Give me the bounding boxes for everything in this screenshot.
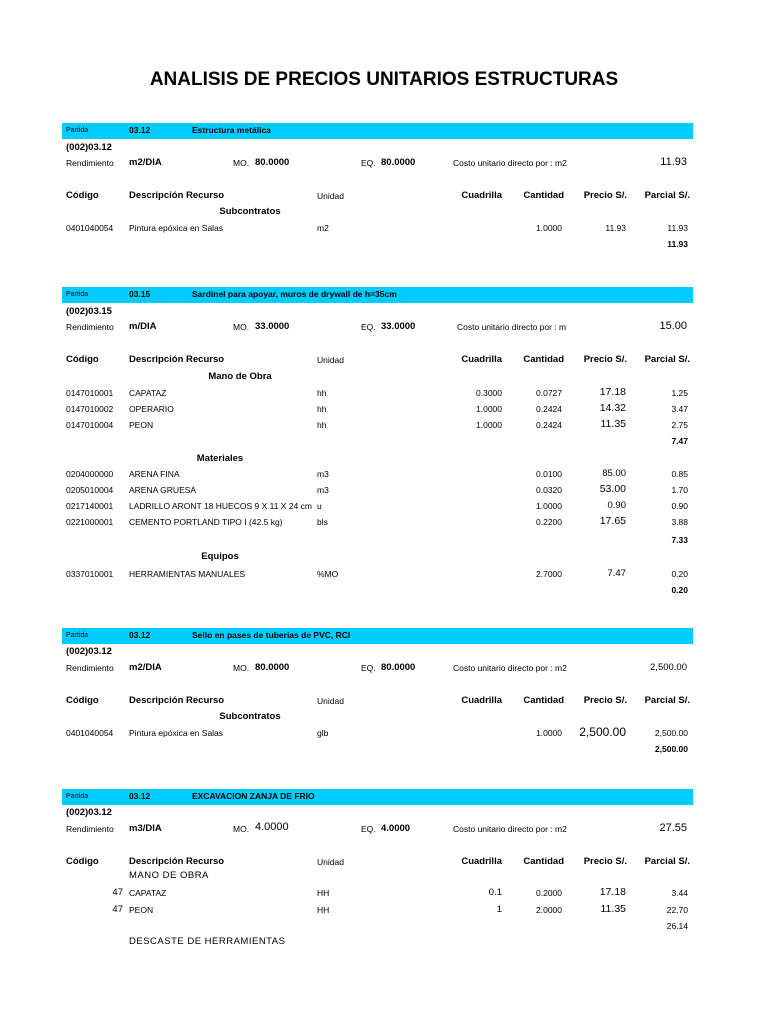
row-precio: 2,500.00 [579,725,626,739]
row-parcial: 0.90 [671,501,688,511]
partida-code: (002)03.15 [66,306,112,317]
row-cantidad: 1.0000 [536,223,562,233]
col-descripcion: Descripción Recurso [129,856,225,867]
col-unidad: Unidad [317,857,344,867]
row-descripcion: Pintura epóxica en Salas [129,223,224,233]
partida-description: EXCAVACION ZANJA DE FRIO [192,791,315,801]
row-unidad: %MO [317,569,339,579]
row-unidad: hh [317,388,327,398]
col-cantidad: Cantidad [523,354,564,365]
row-descripcion: CEMENTO PORTLAND TIPO I (42.5 kg) [129,517,283,527]
partida-description: Sardinel para apoyar, muros de drywall de h=35cm [192,289,397,299]
row-descripcion: LADRILLO ARONT 18 HUECOS 9 X 11 X 24 cm [129,501,312,511]
row-cantidad: 0.2424 [536,420,562,430]
group-subtotal: 11.93 [667,239,688,249]
col-cuadrilla: Cuadrilla [461,695,502,706]
eq-label: EQ. [361,158,376,168]
group-subtotal: 7.47 [671,436,688,446]
col-descripcion: Descripción Recurso [129,695,225,706]
eq-value: 80.0000 [381,662,416,673]
col-parcial: Parcial S/. [644,856,690,867]
row-unidad: HH [317,888,330,898]
col-cantidad: Cantidad [523,190,564,201]
row-codigo: 47 [112,904,123,915]
row-descripcion: ARENA GRUESA [129,485,197,495]
row-unidad: hh [317,404,327,414]
row-cantidad: 0.2200 [536,517,562,527]
row-unidad: m3 [317,485,329,495]
row-cuadrilla: 0.1 [488,887,502,898]
row-codigo: 0337010001 [66,569,114,579]
row-codigo: 0147010001 [66,388,114,398]
rendimiento-unit: m2/DIA [129,157,162,168]
group-heading: Materiales [196,453,244,464]
partida-label: Partida [66,632,89,639]
partida-label: Partida [66,127,89,134]
col-precio: Precio S/. [583,354,627,365]
col-codigo: Código [66,856,99,867]
row-codigo: 0221000001 [66,517,114,527]
row-cantidad: 1.0000 [536,728,562,738]
col-precio: Precio S/. [583,856,627,867]
row-parcial: 1.70 [671,485,688,495]
row-codigo: 47 [112,887,123,898]
row-parcial: 22.70 [666,905,688,915]
partida-label: Partida [66,793,89,800]
rendimiento-label: Rendimiento [66,322,114,332]
row-cantidad: 0.0100 [536,469,562,479]
group-heading: Mano de Obra [208,371,272,382]
row-cuadrilla: 0.3000 [476,388,502,398]
col-descripcion: Descripción Recurso [129,354,225,365]
row-codigo: 0401040054 [66,223,114,233]
row-cantidad: 0.2424 [536,404,562,414]
row-unidad: glb [317,728,329,738]
col-precio: Precio S/. [583,190,627,201]
row-precio: 17.18 [599,886,626,898]
row-unidad: u [317,501,322,511]
row-cuadrilla: 1 [496,904,502,915]
group-heading: MANO DE OBRA [129,870,209,881]
row-precio: 17.65 [599,515,626,527]
col-cuadrilla: Cuadrilla [461,190,502,201]
mo-value: 80.0000 [255,662,290,673]
costo-unitario-label: Costo unitario directo por : m2 [453,824,567,834]
row-unidad: m2 [317,223,329,233]
partida-label: Partida [66,291,89,298]
mo-value: 80.0000 [255,157,290,168]
row-descripcion: HERRAMIENTAS MANUALES [129,569,246,579]
row-codigo: 0217140001 [66,501,114,511]
col-unidad: Unidad [317,696,344,706]
mo-value: 4.0000 [255,821,289,833]
partida-code: (002)03.12 [66,142,112,153]
row-codigo: 0205010004 [66,485,114,495]
col-unidad: Unidad [317,191,344,201]
row-precio: 7.47 [607,568,626,579]
group-heading: Equipos [201,551,239,562]
partida-number: 03.15 [129,289,151,299]
row-descripcion: PEON [129,905,154,915]
partida-description: Sello en pases de tuberias de PVC, RCI [192,630,351,640]
costo-unitario-value: 15.00 [659,320,687,332]
partida-number: 03.12 [129,125,151,135]
row-descripcion: ARENA FINA [129,469,180,479]
eq-value: 80.0000 [381,157,416,168]
group-heading: Subcontratos [219,206,281,217]
partida-description: Estructura metálica [192,125,271,135]
rendimiento-label: Rendimiento [66,824,114,834]
row-parcial: 0.85 [671,469,688,479]
col-parcial: Parcial S/. [644,190,690,201]
partida-number: 03.12 [129,630,151,640]
row-cantidad: 2.0000 [536,905,562,915]
mo-label: MO. [233,322,250,332]
rendimiento-unit: m3/DIA [129,823,162,834]
row-parcial: 2,500.00 [654,728,688,738]
row-precio: 0.90 [607,500,626,511]
col-descripcion: Descripción Recurso [129,190,225,201]
row-parcial: 2.75 [671,420,688,430]
partida-code: (002)03.12 [66,646,112,657]
col-cuadrilla: Cuadrilla [461,354,502,365]
col-cantidad: Cantidad [523,856,564,867]
row-codigo: 0204000000 [66,469,114,479]
costo-unitario-value: 11.93 [660,156,687,168]
row-parcial: 1.25 [671,388,688,398]
row-descripcion: PEON [129,420,154,430]
col-parcial: Parcial S/. [644,695,690,706]
group-subtotal: 7.33 [671,535,688,545]
row-descripcion: OPERARIO [129,404,174,414]
row-codigo: 0147010004 [66,420,114,430]
partida-bar [62,123,693,139]
col-cuadrilla: Cuadrilla [461,856,502,867]
row-descripcion: CAPATAZ [129,888,167,898]
group-subtotal: 26.14 [666,921,688,931]
costo-unitario-value: 27.55 [659,822,687,834]
costo-unitario-label: Costo unitario directo por : m [457,322,567,332]
row-descripcion: Pintura epóxica en Salas [129,728,224,738]
mo-value: 33.0000 [255,321,290,332]
col-codigo: Código [66,190,99,201]
row-cuadrilla: 1.0000 [476,420,502,430]
row-precio: 85.00 [602,468,626,479]
eq-label: EQ. [361,663,376,673]
row-cantidad: 0.2000 [536,888,562,898]
row-parcial: 3.88 [671,517,688,527]
eq-label: EQ. [361,824,376,834]
costo-unitario-label: Costo unitario directo por : m2 [453,158,567,168]
row-precio: 14.32 [599,402,626,414]
row-cantidad: 0.0320 [536,485,562,495]
row-codigo: 0401040054 [66,728,114,738]
row-descripcion: CAPATAZ [129,388,167,398]
rendimiento-label: Rendimiento [66,158,114,168]
row-precio: 11.93 [605,223,626,233]
costo-unitario-label: Costo unitario directo por : m2 [453,663,567,673]
col-parcial: Parcial S/. [644,354,690,365]
rendimiento-unit: m/DIA [129,321,157,332]
eq-value: 4.0000 [381,823,411,834]
row-cantidad: 1.0000 [536,501,562,511]
mo-label: MO. [233,158,250,168]
rendimiento-unit: m2/DIA [129,662,162,673]
row-parcial: 3.44 [671,888,688,898]
eq-label: EQ. [361,322,376,332]
row-parcial: 3.47 [671,404,688,414]
row-precio: 11.35 [600,418,626,430]
row-unidad: bls [317,517,328,527]
row-precio: 11.35 [600,903,626,915]
col-codigo: Código [66,354,99,365]
row-parcial: 0.20 [671,569,688,579]
rendimiento-label: Rendimiento [66,663,114,673]
trailing-group-heading: DESCASTE DE HERRAMIENTAS [129,936,286,947]
col-unidad: Unidad [317,355,344,365]
mo-label: MO. [233,824,250,834]
row-unidad: hh [317,420,327,430]
col-precio: Precio S/. [583,695,627,706]
row-codigo: 0147010002 [66,404,114,414]
partida-bar [62,628,693,644]
group-subtotal: 0.20 [671,585,688,595]
row-parcial: 11.93 [667,223,688,233]
col-codigo: Código [66,695,99,706]
partida-code: (002)03.12 [66,807,112,818]
row-cantidad: 0.0727 [536,388,562,398]
mo-label: MO. [233,663,250,673]
group-heading: Subcontratos [219,711,281,722]
row-precio: 53.00 [599,483,626,495]
row-unidad: HH [317,905,330,915]
eq-value: 33.0000 [381,321,416,332]
partida-number: 03.12 [129,791,151,801]
costo-unitario-value: 2,500.00 [650,662,687,673]
partida-bar [62,789,693,805]
row-cantidad: 2.7000 [536,569,562,579]
row-unidad: m3 [317,469,329,479]
group-subtotal: 2,500.00 [654,744,688,754]
row-cuadrilla: 1.0000 [476,404,502,414]
row-precio: 17.18 [599,386,626,398]
page-title: ANALISIS DE PRECIOS UNITARIOS ESTRUCTURAS [149,69,619,90]
col-cantidad: Cantidad [523,695,564,706]
